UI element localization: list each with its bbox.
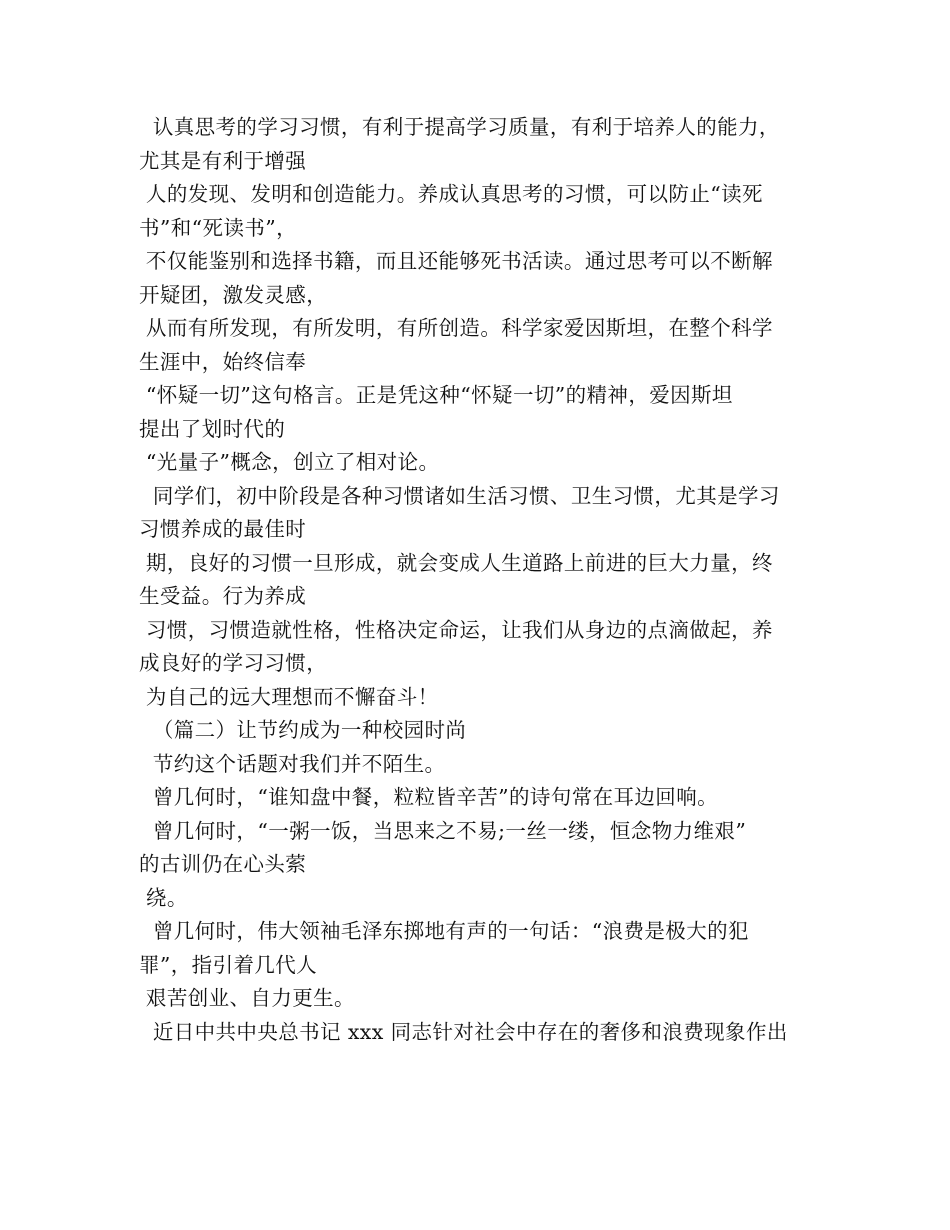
text-line: 习惯，习惯造就性格，性格决定命运，让我们从身边的点滴做起，养 [139, 617, 773, 642]
text-line: 认真思考的学习习惯，有利于提高学习质量，有利于培养人的能力， [139, 115, 780, 139]
text-line: 开疑团，激发灵感， [139, 282, 328, 307]
body-text [139, 111, 829, 1049]
text-line: “怀疑一切”这句格言。正是凭这种“怀疑一切”的精神，爱因斯坦 [139, 383, 733, 407]
text-line: 人的发现、发明和创造能力。养成认真思考的习惯，可以防止“读死 [139, 182, 763, 206]
text-line: 从而有所发现，有所发明，有所创造。科学家爱因斯坦，在整个科学 [139, 316, 773, 340]
text-line: 节约这个话题对我们并不陌生。 [139, 751, 446, 776]
text-line: 近日中共中央总书记 xxx 同志针对社会中存在的奢侈和浪费现象作出 [139, 1019, 788, 1044]
text-line: 艰苦创业、自力更生。 [139, 986, 355, 1010]
text-line: 罪”，指引着几代人 [139, 952, 318, 977]
text-line: 曾几何时，伟大领袖毛泽东掷地有声的一句话：“浪费是极大的犯 [139, 919, 749, 943]
text-line: 成良好的学习习惯， [139, 651, 328, 675]
text-line: 提出了划时代的 [139, 416, 286, 441]
text-line: 不仅能鉴别和选择书籍，而且还能够死书活读。通过思考可以不断解 [139, 249, 773, 273]
section-heading: （篇二）让节约成为一种校园时尚 [139, 718, 467, 742]
text-line: 曾几何时，“谁知盘中餐，粒粒皆辛苦”的诗句常在耳边回响。 [139, 785, 718, 809]
text-line: 绕。 [139, 885, 188, 910]
text-line: 的古训仍在心头萦 [139, 852, 307, 876]
text-line: 曾几何时，“一粥一饭，当思来之不易;一丝一缕，恒念物力维艰” [139, 818, 747, 843]
text-line: 为自己的远大理想而不懈奋斗！ [139, 684, 439, 709]
text-line: “光量子”概念，创立了相对论。 [139, 450, 440, 474]
text-line: 尤其是有利于增强 [139, 148, 307, 173]
text-line: 期，良好的习惯一旦形成，就会变成人生道路上前进的巨大力量，终 [139, 550, 773, 575]
text-line: 同学们，初中阶段是各种习惯诸如生活习惯、卫生习惯，尤其是学习 [139, 483, 780, 508]
text-line: 习惯养成的最佳时 [139, 517, 307, 541]
text-line: 书”和“死读书”， [139, 215, 298, 240]
text-line: 生涯中，始终信奉 [139, 349, 307, 374]
text-line: 生受益。行为养成 [139, 584, 307, 608]
